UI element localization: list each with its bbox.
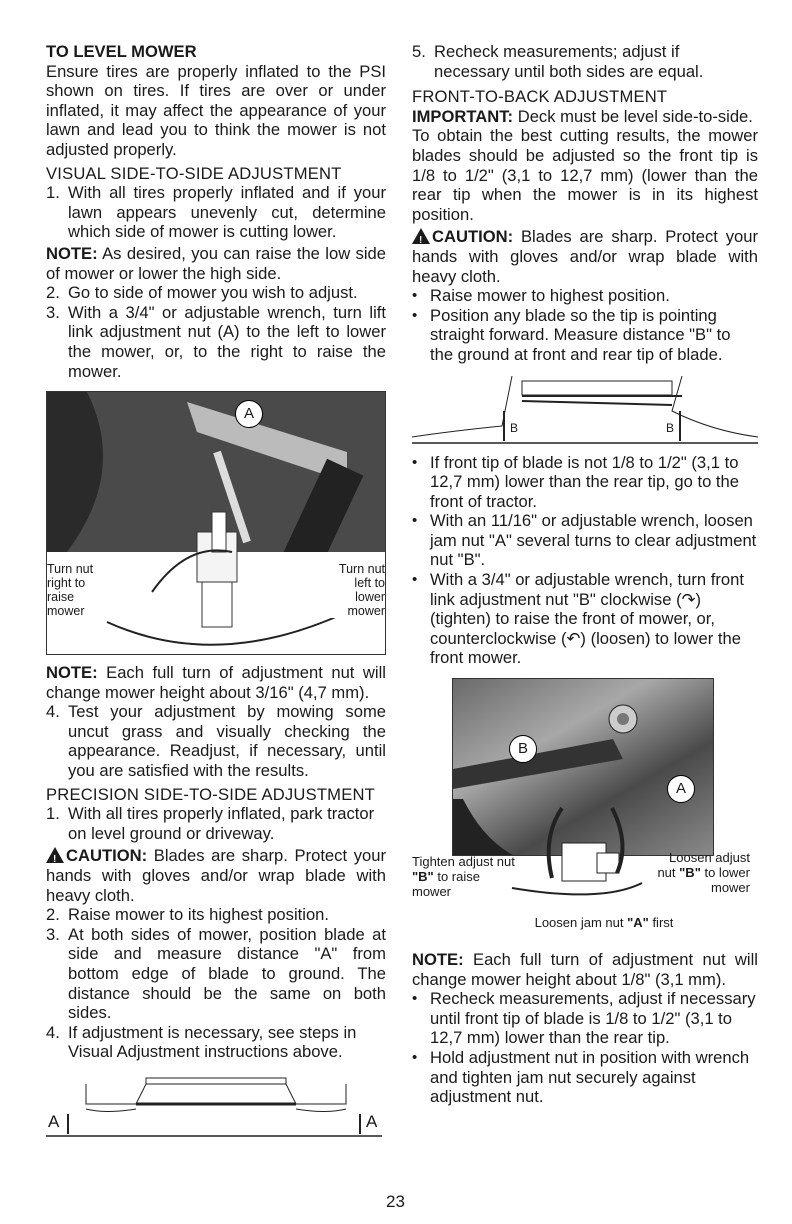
caution-icon — [46, 847, 64, 863]
precision-heading: PRECISION SIDE-TO-SIDE ADJUSTMENT — [46, 784, 375, 804]
fig1-right-caption: Turn nut left to lower mower — [327, 562, 385, 618]
intro-paragraph: Ensure tires are properly inflated to the PSI shown on tires. If tires are over or under inflated, it may affect the appearance of your lawn and lead you to think the mower is not adjusted properly. — [46, 61, 386, 159]
caution-right: !CAUTION: Blades are sharp. Protect your hands with gloves and/or wrap blade with heavy cloth. — [412, 226, 758, 286]
fig4-bottom-caption: Loosen jam nut "A" first — [534, 915, 674, 931]
bullet-raise-mower: • Raise mower to highest position. — [412, 286, 670, 306]
front-link-closeup — [412, 678, 758, 940]
fig2-label-a-left: A — [48, 1111, 60, 1131]
caution-left: !CAUTION: Blades are sharp. Protect your hands with gloves and/or wrap blade with heavy cloth. — [46, 845, 386, 905]
bullet-loosen-jam-nut: • With an 11/16" or adjustable wrench, loosen jam nut "A" several turns to clear adjustment nut "B". — [412, 511, 757, 570]
page-number: 23 — [386, 1192, 405, 1211]
bullet-position-blade: • Position any blade so the tip is pointing straight forward. Measure distance "B" to the ground at front and rear tip of blade. — [412, 305, 731, 364]
blade-tip-illustration — [412, 371, 758, 447]
section-title-level-mower: TO LEVEL MOWER — [46, 42, 197, 61]
fig4-left-caption: Tighten adjust nut "B" to raise mower — [412, 854, 515, 900]
bullet-front-tip: • If front tip of blade is not 1/8 to 1/2" (3,1 to 12,7 mm) lower than the rear tip, go to the front of tractor. — [412, 452, 739, 511]
fig4-label-a-circle: A — [667, 775, 695, 803]
blade-side-illustration — [46, 1074, 382, 1140]
front-to-back-heading: FRONT-TO-BACK ADJUSTMENT — [412, 87, 668, 107]
right-column — [412, 42, 758, 1107]
bullet-turn-nut: • With a 3/4" or adjustable wrench, turn front link adjustment nut "B" clockwise (↷) (tighten) to raise the front of mower, or, counterclockwise (↶) (loosen) to lower the front mower. — [412, 570, 744, 668]
fig4-label-b-circle: B — [509, 735, 537, 763]
visual-step-3: 3. With a 3/4" or adjustable wrench, turn lift link adjustment nut (A) to the left to lower the mower, or, to the right to raise the mower. — [46, 302, 386, 381]
fig4-right-caption: Loosen adjust nut "B" to lower mower — [657, 850, 750, 896]
visual-step-4: 4. Test your adjustment by mowing some uncut grass and visually checking the appearance. Readjust, if necessary, until you are satisfied with the results. — [46, 702, 386, 781]
visual-heading: VISUAL SIDE-TO-SIDE ADJUSTMENT — [46, 163, 342, 183]
front-link-figure — [412, 678, 758, 940]
lift-link-nut-figure — [46, 391, 386, 655]
caution-icon — [412, 228, 430, 244]
precision-step-2: 2. Raise mower to its highest position. — [46, 905, 330, 925]
fig1-left-caption: Turn nut right to raise mower — [47, 562, 105, 618]
note-right: NOTE: Each full turn of adjustment nut will change mower height about 1/8" (3,1 mm). — [412, 950, 758, 989]
fig2-label-a-right: A — [366, 1111, 378, 1131]
visual-step-1: 1. With all tires properly inflated and if your lawn appears unevenly cut, determine which side of mower is cutting lower. — [46, 183, 386, 242]
note-1: NOTE: As desired, you can raise the low side of mower or lower the high side. — [46, 243, 386, 283]
precision-step-3: 3. At both sides of mower, position blade at side and measure distance "A" from bottom edge of blade to ground. The distance should be the same on both sides. — [46, 924, 386, 1023]
bullet-tighten-jam-nut: • Hold adjustment nut in position with wrench and tighten jam nut securely against adjustment nut. — [412, 1048, 750, 1107]
fig3-label-b-right: B — [666, 420, 675, 435]
side-measure-figure — [46, 1074, 382, 1140]
front-to-back-paragraph: To obtain the best cutting results, the mower blades should be adjusted so the front tip is 1/8 to 1/2" (3,1 to 12,7 mm) (lower than the rear tip when the mower is in its highest position. — [412, 126, 758, 224]
precision-step-5: 5. Recheck measurements; adjust if necessary until both sides are equal. — [412, 42, 704, 81]
precision-step-4: 4. If adjustment is necessary, see steps in Visual Adjustment instructions above. — [46, 1022, 357, 1062]
fig3-label-b-left: B — [510, 420, 519, 435]
left-column — [46, 42, 386, 1140]
note-2: NOTE: Each full turn of adjustment nut will change mower height about 3/16" (4,7 mm). — [46, 663, 386, 702]
important-note: IMPORTANT: Deck must be level side-to-side. — [412, 106, 753, 126]
clockwise-icon: (↷) — [676, 589, 702, 609]
visual-step-2: 2. Go to side of mower you wish to adjust. — [46, 283, 358, 303]
label-a-circle: A — [235, 400, 263, 428]
precision-step-1: 1. With all tires properly inflated, park tractor on level ground or driveway. — [46, 804, 375, 843]
blade-tip-figure — [412, 371, 758, 447]
counterclockwise-icon: (↶) — [560, 628, 586, 648]
bullet-recheck: • Recheck measurements, adjust if necessary until front tip of blade is 1/8 to 1/2" (3,1 to 12,7 mm) lower than the rear tip. — [412, 989, 756, 1048]
